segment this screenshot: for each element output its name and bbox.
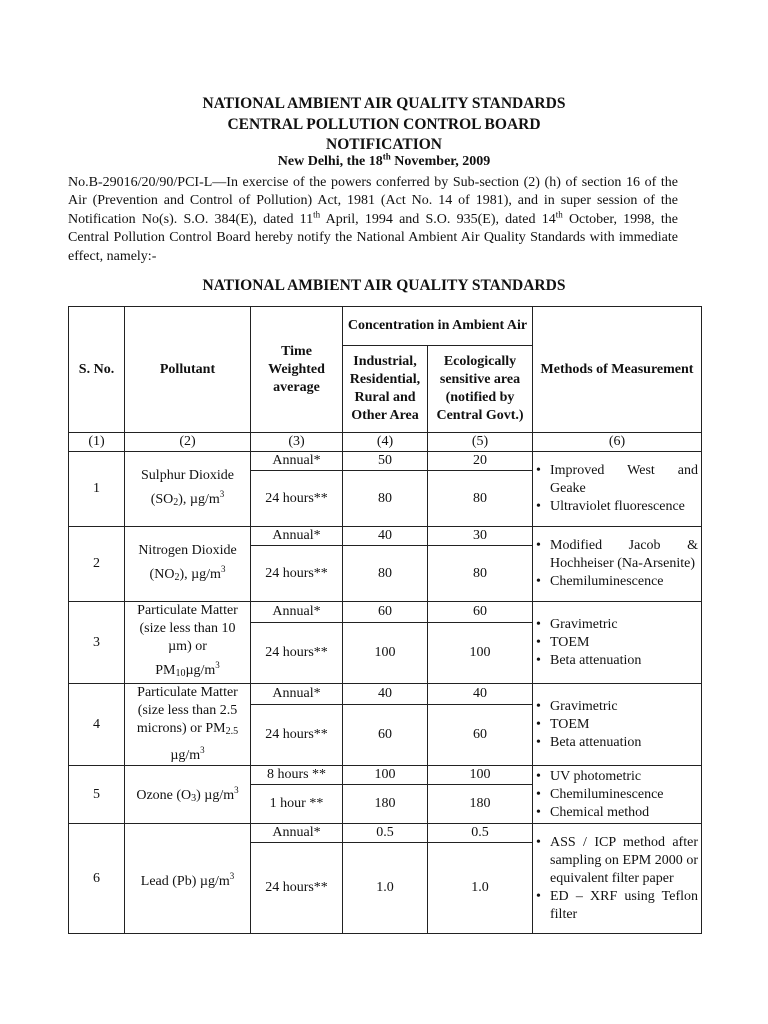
method-item: • Beta attenuation (536, 734, 698, 752)
header-methods: Methods of Measurement (533, 307, 702, 433)
heading-board: CENTRAL POLLUTION CONTROL BOARD (227, 116, 541, 133)
industrial-value: 100 (343, 622, 428, 683)
ecological-value: 1.0 (428, 843, 533, 934)
time-weighted-average: 24 hours** (251, 546, 343, 602)
col-number: (4) (343, 433, 428, 452)
ecological-value: 80 (428, 471, 533, 527)
time-weighted-average: 24 hours** (251, 843, 343, 934)
time-weighted-average: Annual* (251, 684, 343, 705)
col-number: (5) (428, 433, 533, 452)
col-number: (1) (69, 433, 125, 452)
table-row (69, 766, 702, 785)
col-number: (2) (125, 433, 251, 452)
header-industrial: Industrial, Residential, Rural and Other Area (343, 346, 428, 433)
ecological-value: 40 (428, 684, 533, 705)
col-number: (6) (533, 433, 702, 452)
pollutant-name: Particulate Matter (size less than 2.5 microns) or $PM_{2.5}$ $\mu g/m^3$ (125, 684, 251, 766)
industrial-value: 180 (343, 785, 428, 824)
method-item: • TOEM (536, 716, 698, 734)
heading-standards: NATIONAL AMBIENT AIR QUALITY STANDARDS (202, 95, 566, 112)
serial-number: 4 (69, 684, 125, 766)
time-weighted-average: 24 hours** (251, 622, 343, 683)
industrial-value: 40 (343, 527, 428, 546)
method-item: • Modified Jacob & Hochheiser (Na-Arsenite) (536, 537, 698, 573)
time-weighted-average: Annual* (251, 602, 343, 623)
pollutant-name: Ozone $(O_3)$ $\mu g/m^3$ (125, 766, 251, 824)
time-weighted-average: Annual* (251, 824, 343, 843)
industrial-value: 80 (343, 471, 428, 527)
table-row (69, 824, 702, 843)
industrial-value: 40 (343, 684, 428, 705)
measurement-methods (533, 527, 702, 602)
ecological-value: 100 (428, 622, 533, 683)
col-number: (3) (251, 433, 343, 452)
industrial-value: 100 (343, 766, 428, 785)
ecological-value: 0.5 (428, 824, 533, 843)
industrial-value: 1.0 (343, 843, 428, 934)
table-row (69, 452, 702, 471)
time-weighted-average: 24 hours** (251, 705, 343, 766)
header-sno: S. No. (69, 307, 125, 433)
industrial-value: 60 (343, 705, 428, 766)
time-weighted-average: Annual* (251, 527, 343, 546)
header-pollutant: Pollutant (125, 307, 251, 433)
ecological-value: 80 (428, 546, 533, 602)
time-weighted-average: 24 hours** (251, 471, 343, 527)
heading-notification: NOTIFICATION (326, 136, 442, 153)
pollutant-name: Particulate Matter (size less than 10 µm) or $PM_{10}\mu g/m^3$ (125, 602, 251, 684)
method-item: • Ultraviolet fluorescence (536, 498, 698, 516)
serial-number: 6 (69, 824, 125, 934)
method-item: • Gravimetric (536, 616, 698, 634)
method-item: • ASS / ICP method after sampling on EPM 2000 or equivalent filter paper (536, 834, 698, 888)
measurement-methods (533, 766, 702, 824)
method-item: • Beta attenuation (536, 652, 698, 670)
table-row (69, 527, 702, 546)
method-item: • Chemiluminescence (536, 786, 698, 804)
method-item: • Improved West and Geake (536, 462, 698, 498)
header-ecological: Ecologically sensitive area (notified by Central Govt.) (428, 346, 533, 433)
table-row (69, 684, 702, 705)
method-item: • Chemiluminescence (536, 573, 698, 591)
pollutant-name: Lead (Pb) $\mu g/m^3$ (125, 824, 251, 934)
header-time-weighted: Time Weighted average (251, 307, 343, 433)
industrial-value: 80 (343, 546, 428, 602)
industrial-value: 60 (343, 602, 428, 623)
measurement-methods (533, 684, 702, 766)
time-weighted-average: Annual* (251, 452, 343, 471)
ecological-value: 20 (428, 452, 533, 471)
measurement-methods (533, 824, 702, 934)
industrial-value: 50 (343, 452, 428, 471)
serial-number: 5 (69, 766, 125, 824)
pollutant-name: Sulphur Dioxide $(SO_2)$, $\mu g/m^3$ (125, 452, 251, 527)
method-item: • TOEM (536, 634, 698, 652)
column-number-row (69, 433, 702, 452)
ecological-value: 100 (428, 766, 533, 785)
serial-number: 1 (69, 452, 125, 527)
method-item: • Gravimetric (536, 698, 698, 716)
serial-number: 2 (69, 527, 125, 602)
header-concentration: Concentration in Ambient Air (343, 307, 533, 346)
ecological-value: 180 (428, 785, 533, 824)
pollutant-name: Nitrogen Dioxide $(NO_2)$, $\mu g/m^3$ (125, 527, 251, 602)
ecological-value: 60 (428, 705, 533, 766)
method-item: • Chemical method (536, 804, 698, 822)
time-weighted-average: 1 hour ** (251, 785, 343, 824)
ecological-value: 30 (428, 527, 533, 546)
header-row (69, 307, 702, 346)
method-item: • UV photometric (536, 768, 698, 786)
method-item: • ED – XRF using Teflon filter (536, 888, 698, 924)
ecological-value: 60 (428, 602, 533, 623)
table-row (69, 602, 702, 623)
measurement-methods (533, 452, 702, 527)
intro-paragraph: No.B-29016/20/90/PCI-L—In exercise of the powers conferred by Sub-section (2) (h) of section 16 of the Air (Prevention and Control of Pollution) Act, 1981 (Act No. 14 of 1981), and in super session of the Notification No(s). S.O. 384(E), dated 11th April, 1994 and S.O. 935(E), dated 14th October, 1998, the Central Pollution Control Board hereby notify the National Ambient Air Quality Standards with immediate effect, namely:- (68, 175, 678, 264)
dateline: New Delhi, the 18th November, 2009 (277, 151, 491, 169)
serial-number: 3 (69, 602, 125, 684)
time-weighted-average: 8 hours ** (251, 766, 343, 785)
industrial-value: 0.5 (343, 824, 428, 843)
table-title: NATIONAL AMBIENT AIR QUALITY STANDARDS (202, 277, 566, 294)
standards-table (68, 306, 702, 934)
measurement-methods (533, 602, 702, 684)
